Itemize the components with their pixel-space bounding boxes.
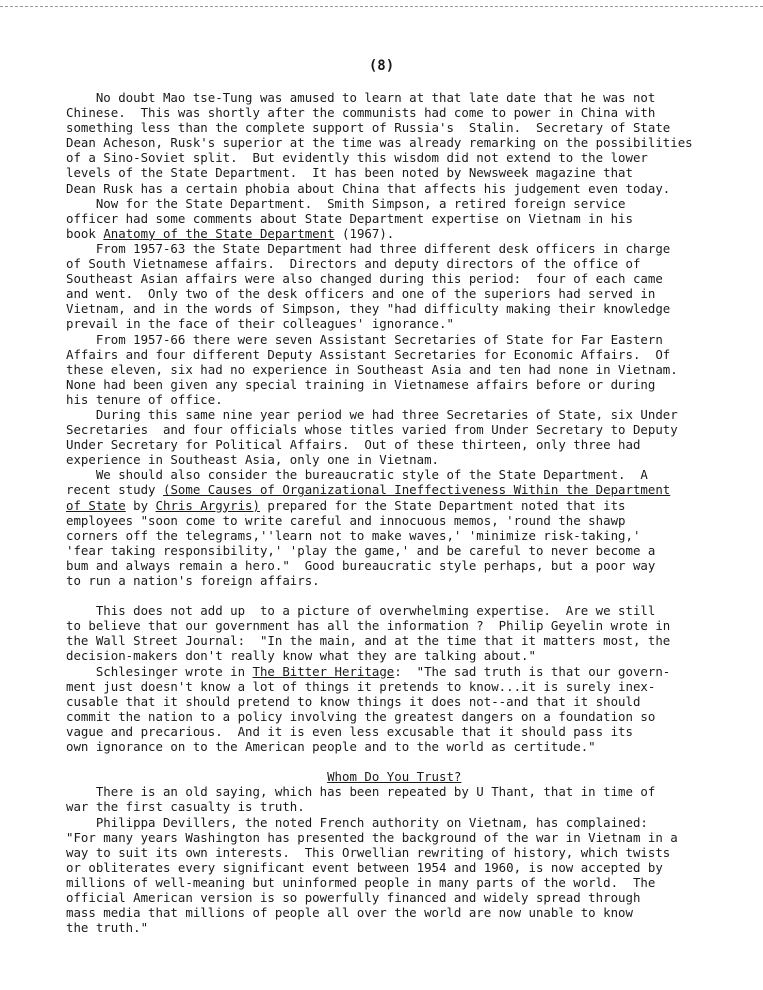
text-segment: book (66, 225, 104, 241)
text-line (66, 392, 706, 407)
top-edge-rule (0, 6, 763, 7)
text-line (66, 784, 706, 799)
text-segment: of South Vietnamese affairs. Directors and deputy directors of the office of (66, 256, 641, 272)
text-line (66, 739, 706, 754)
text-line (66, 890, 706, 905)
text-line (66, 422, 706, 437)
underlined-title: Whom Do You Trust? (327, 769, 462, 785)
text-line (66, 286, 706, 301)
text-segment: mass media that millions of people all over the world are now unable to know (66, 905, 633, 921)
text-segment: the truth." (66, 920, 149, 936)
text-segment: own ignorance on to the American people and to the world as certitude." (66, 739, 596, 755)
text-line (66, 498, 706, 513)
text-segment: these eleven, six had no experience in Southeast Asia and ten had none in Vietnam. (66, 361, 678, 377)
text-line (66, 528, 706, 543)
text-segment: 'fear taking responsibility,' 'play the game,' and be careful to never become a (66, 542, 656, 558)
text-line (66, 920, 706, 935)
text-segment: Chinese. This was shortly after the communists had come to power in China with (66, 105, 656, 121)
text-segment: Under Secretary for Political Affairs. Out of these thirteen, only three had (66, 437, 641, 453)
text-segment: vague and precarious. And it is even less excusable that it should pass its (66, 723, 633, 739)
paragraph-gap (66, 754, 706, 769)
text-segment: cusable that it should pretend to know things it does not--and that it should (66, 693, 641, 709)
text-segment: his tenure of office. (66, 391, 223, 407)
paragraph-gap (66, 588, 706, 603)
text-segment: : "The sad truth is that our govern- (394, 663, 671, 679)
text-segment: Philippa Devillers, the noted French authority on Vietnam, has complained: (66, 814, 648, 830)
text-line (66, 648, 706, 663)
text-segment: Schlesinger wrote in (66, 663, 253, 679)
document-body (66, 90, 706, 935)
text-line (66, 679, 706, 694)
text-segment: or obliterates every significant event between 1954 and 1960, is now accepted by (66, 859, 663, 875)
text-line (66, 875, 706, 890)
text-line (66, 241, 706, 256)
text-line (66, 196, 706, 211)
text-line (66, 905, 706, 920)
text-segment: ment just doesn't know a lot of things it pretends to know...it is surely inex- (66, 678, 656, 694)
text-line (66, 135, 706, 150)
text-line (66, 830, 706, 845)
text-line (66, 226, 706, 241)
text-segment: millions of well-meaning but uninformed people in many parts of the world. The (66, 874, 656, 890)
text-line (66, 437, 706, 452)
text-segment: There is an old saying, which has been repeated by U Thant, that in time of (66, 784, 656, 800)
text-segment: official American version is so powerfully financed and widely spread through (66, 889, 641, 905)
text-line (66, 860, 706, 875)
text-line (66, 558, 706, 573)
text-segment: Dean Rusk has a certain phobia about China that affects his judgement even today. (66, 180, 671, 196)
text-line (66, 815, 706, 830)
text-segment: employees "soon come to write careful and innocuous memos, 'round the shawp (66, 512, 626, 528)
text-line (66, 543, 706, 558)
underlined-title: Chris Argyris) (155, 497, 260, 513)
text-segment: to run a nation's foreign affairs. (66, 573, 320, 588)
text-segment: the Wall Street Journal: "In the main, and at the time that it matters most, the (66, 633, 671, 649)
text-segment: levels of the State Department. It has been noted by Newsweek magazine that (66, 165, 633, 181)
text-segment: recent study (66, 482, 163, 498)
underlined-title: Anatomy of the State Department (103, 225, 335, 241)
text-line (66, 799, 706, 814)
underlined-title: The Bitter Heritage (252, 663, 395, 679)
text-segment: and went. Only two of the desk officers and one of the superiors had served in (66, 286, 656, 302)
text-segment: to believe that our government has all the information ? Philip Geyelin wrote in (66, 618, 671, 634)
text-segment: "For many years Washington has presented the background of the war in Vietnam in a (66, 829, 678, 845)
text-segment: experience in Southeast Asia, only one in Vietnam. (66, 452, 439, 468)
text-segment: prepared for the State Department noted that its (259, 497, 626, 513)
text-segment: From 1957-63 the State Department had three different desk officers in charge (66, 240, 671, 256)
text-segment: No doubt Mao tse-Tung was amused to learn at that late date that he was not (66, 90, 656, 105)
text-segment: (1967). (334, 225, 395, 241)
text-segment: Now for the State Department. Smith Simpson, a retired foreign service (66, 195, 626, 211)
text-segment: Southeast Asian affairs were also changed during this period: four of each came (66, 271, 663, 287)
text-segment: war the first casualty is truth. (66, 799, 305, 815)
text-segment: bum and always remain a hero." Good bureaucratic style perhaps, but a poor way (66, 557, 656, 573)
text-segment: None had been given any special training in Vietnamese affairs before or during (66, 376, 656, 392)
text-line (66, 845, 706, 860)
text-segment: During this same nine year period we had three Secretaries of State, six Under (66, 406, 678, 422)
text-line (66, 211, 706, 226)
text-line (66, 362, 706, 377)
text-line (66, 377, 706, 392)
text-line (66, 301, 706, 316)
text-segment: corners off the telegrams,''learn not to make waves,' 'minimize risk-taking,' (66, 527, 641, 543)
text-line (66, 664, 706, 679)
text-line (66, 332, 706, 347)
text-segment (66, 769, 327, 784)
text-line (66, 467, 706, 482)
text-line (66, 316, 706, 331)
page-number: (8) (368, 58, 395, 74)
text-line (66, 271, 706, 286)
text-line (66, 709, 706, 724)
text-line (66, 256, 706, 271)
text-segment: something less than the complete support of Russia's Stalin. Secretary of State (66, 120, 671, 136)
text-segment: Vietnam, and in the words of Simpson, they "had difficulty making their knowledge (66, 301, 671, 317)
text-segment: decision-makers don't really know what they are talking about." (66, 648, 536, 664)
text-segment: of a Sino-Soviet split. But evidently this wisdom did not extend to the lower (66, 150, 648, 166)
text-segment: prevail in the face of their colleagues' ignorance." (66, 316, 454, 332)
text-line (66, 603, 706, 618)
text-line (66, 150, 706, 165)
text-segment: Dean Acheson, Rusk's superior at the time was already remarking on the possibilities (66, 135, 693, 151)
text-line (66, 165, 706, 180)
text-line (66, 724, 706, 739)
text-segment: way to suit its own interests. This Orwellian rewriting of history, which twists (66, 844, 671, 860)
text-line (66, 633, 706, 648)
text-segment: From 1957-66 there were seven Assistant Secretaries of State for Far Eastern (66, 331, 663, 347)
text-line (66, 694, 706, 709)
text-line (66, 90, 706, 105)
text-segment: Secretaries and four officials whose titles varied from Under Secretary to Deputy (66, 422, 678, 438)
text-segment: This does not add up to a picture of overwhelming expertise. Are we still (66, 603, 656, 619)
underlined-title: of State (66, 497, 126, 513)
text-segment: officer had some comments about State Department expertise on Vietnam in his (66, 210, 633, 226)
text-line (66, 407, 706, 422)
text-line (66, 513, 706, 528)
text-line (66, 105, 706, 120)
text-segment: Affairs and four different Deputy Assistant Secretaries for Economic Affairs. Of (66, 346, 671, 362)
text-segment: We should also consider the bureaucratic style of the State Department. A (66, 467, 648, 483)
text-line (66, 482, 706, 497)
text-segment: commit the nation to a policy involving the greatest dangers on a foundation so (66, 708, 656, 724)
text-line (66, 769, 706, 784)
text-line (66, 452, 706, 467)
text-line (66, 181, 706, 196)
text-line (66, 120, 706, 135)
underlined-title: (Some Causes of Organizational Ineffectiveness Within the Department (162, 482, 671, 498)
text-line (66, 618, 706, 633)
text-segment: by (125, 497, 156, 513)
text-line (66, 573, 706, 588)
text-line (66, 347, 706, 362)
